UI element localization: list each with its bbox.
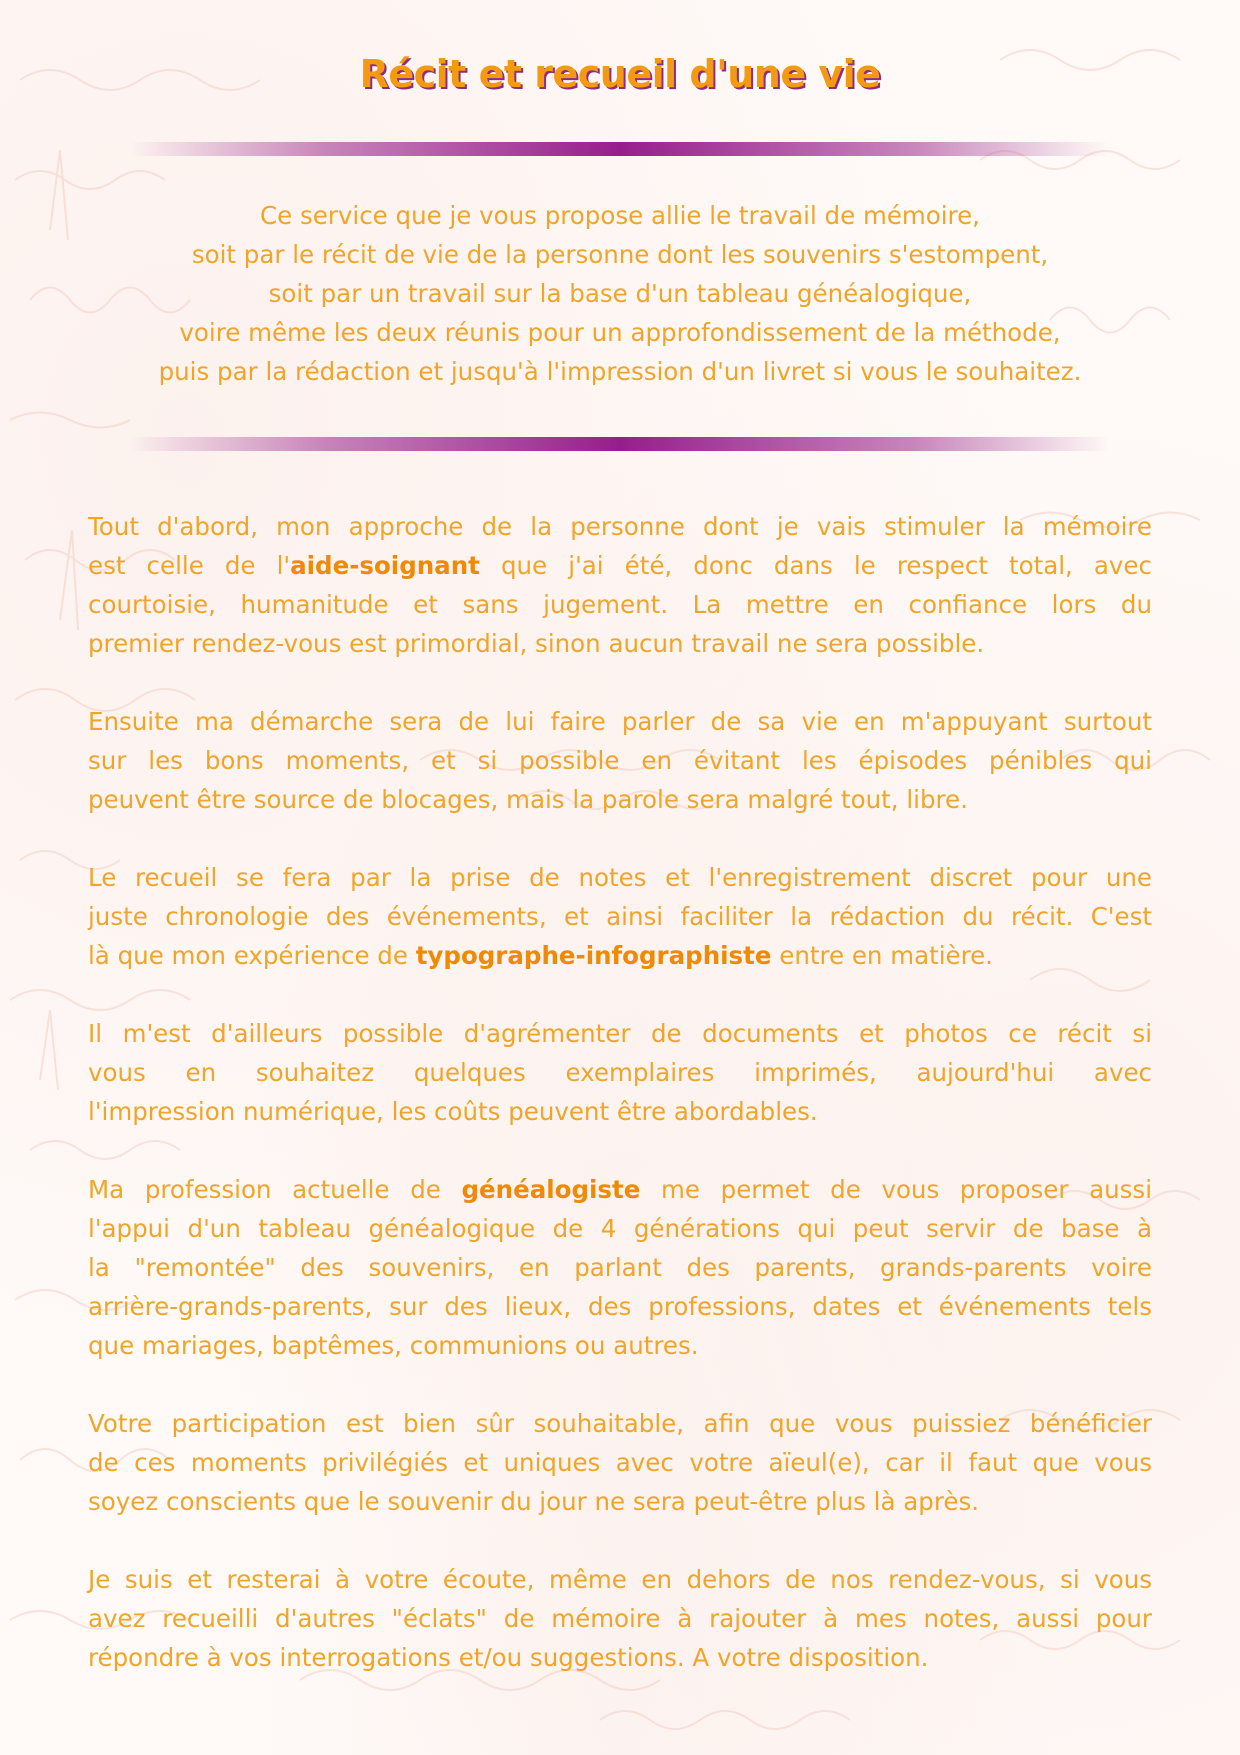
line-text: arrière-grands-parents, sur des lieux, des professions, dates et événements tels (88, 1292, 1152, 1321)
highlighted-term: aide-soignant (290, 551, 480, 580)
paragraph-line (88, 1170, 1152, 1209)
paragraph-line (88, 1638, 1152, 1677)
paragraph-line (88, 1053, 1152, 1092)
paragraph-line (88, 702, 1152, 741)
line-text: Il m'est d'ailleurs possible d'agrémenter de documents et photos ce récit si (88, 1019, 1152, 1048)
intro-line: Ce service que je vous propose allie le travail de mémoire, (260, 201, 980, 230)
paragraph-line (88, 897, 1152, 936)
line-text: là que mon expérience de (88, 941, 416, 970)
line-text: juste chronologie des événements, et ainsi faciliter la rédaction du récit. C'est (88, 902, 1152, 931)
body-text (88, 507, 1152, 1716)
line-text: courtoisie, humanitude et sans jugement. La mettre en confiance lors du (88, 590, 1152, 619)
intro-line: puis par la rédaction et jusqu'à l'impression d'un livret si vous le souhaitez. (158, 357, 1082, 386)
body-paragraph (88, 1170, 1152, 1365)
paragraph-line (88, 1599, 1152, 1638)
paragraph-line (88, 1443, 1152, 1482)
paragraph-line (88, 1326, 1152, 1365)
paragraph-line (88, 1014, 1152, 1053)
line-text: entre en matière. (771, 941, 994, 970)
line-text: vous en souhaitez quelques exemplaires imprimés, aujourd'hui avec (88, 1058, 1152, 1087)
line-text: que j'ai été, donc dans le respect total, avec (479, 551, 1152, 580)
decorative-divider-top (130, 142, 1110, 156)
line-text: de ces moments privilégiés et uniques avec votre aïeul(e), car il faut que vous (88, 1448, 1152, 1477)
decorative-divider-bottom (130, 437, 1110, 451)
line-text: Votre participation est bien sûr souhaitable, afin que vous puissiez bénéficier (88, 1409, 1152, 1438)
line-text: la "remontée" des souvenirs, en parlant des parents, grands-parents voire (88, 1253, 1152, 1282)
line-text: peuvent être source de blocages, mais la parole sera malgré tout, libre. (88, 785, 968, 814)
line-text: avez recueilli d'autres "éclats" de mémoire à rajouter à mes notes, aussi pour (88, 1604, 1152, 1633)
paragraph-line (88, 1209, 1152, 1248)
paragraph-line (88, 1248, 1152, 1287)
highlighted-term: typographe-infographiste (415, 941, 772, 970)
paragraph-line (88, 507, 1152, 546)
line-text: Ma profession actuelle de (88, 1175, 462, 1204)
highlighted-term: généalogiste (461, 1175, 641, 1204)
line-text: que mariages, baptêmes, communions ou autres. (88, 1331, 699, 1360)
line-text: sur les bons moments, et si possible en évitant les épisodes pénibles qui (88, 746, 1152, 775)
line-text: l'impression numérique, les coûts peuvent être abordables. (88, 1097, 818, 1126)
line-text: premier rendez-vous est primordial, sinon aucun travail ne sera possible. (88, 629, 985, 658)
page-title: Récit et recueil d'une vie (359, 52, 881, 96)
paragraph-line (88, 1482, 1152, 1521)
line-text: Le recueil se fera par la prise de notes et l'enregistrement discret pour une (88, 863, 1152, 892)
paragraph-line (88, 1287, 1152, 1326)
body-paragraph (88, 507, 1152, 663)
paragraph-line (88, 1092, 1152, 1131)
line-text: Tout d'abord, mon approche de la personne dont je vais stimuler la mémoire (88, 512, 1152, 541)
paragraph-line (88, 624, 1152, 663)
intro-line: soit par le récit de vie de la personne dont les souvenirs s'estompent, (191, 240, 1049, 269)
intro-text (90, 196, 1150, 391)
paragraph-line (88, 1560, 1152, 1599)
paragraph-line (88, 585, 1152, 624)
line-text: répondre à vos interrogations et/ou suggestions. A votre disposition. (88, 1643, 929, 1672)
line-text: me permet de vous proposer aussi (640, 1175, 1152, 1204)
paragraph-line (88, 936, 1152, 975)
line-text: Ensuite ma démarche sera de lui faire parler de sa vie en m'appuyant surtout (88, 707, 1152, 736)
intro-line: soit par un travail sur la base d'un tableau généalogique, (268, 279, 972, 308)
intro-line: voire même les deux réunis pour un approfondissement de la méthode, (179, 318, 1061, 347)
paragraph-line (88, 546, 1152, 585)
paragraph-line (88, 858, 1152, 897)
body-paragraph (88, 1404, 1152, 1521)
line-text: est celle de l' (88, 551, 291, 580)
paragraph-line (88, 780, 1152, 819)
line-text: soyez conscients que le souvenir du jour ne sera peut-être plus là après. (88, 1487, 980, 1516)
body-paragraph (88, 858, 1152, 975)
line-text: Je suis et resterai à votre écoute, même en dehors de nos rendez-vous, si vous (88, 1565, 1152, 1594)
paragraph-line (88, 1404, 1152, 1443)
body-paragraph (88, 1560, 1152, 1677)
paragraph-line (88, 741, 1152, 780)
line-text: l'appui d'un tableau généalogique de 4 générations qui peut servir de base à (88, 1214, 1152, 1243)
body-paragraph (88, 1014, 1152, 1131)
body-paragraph (88, 702, 1152, 819)
